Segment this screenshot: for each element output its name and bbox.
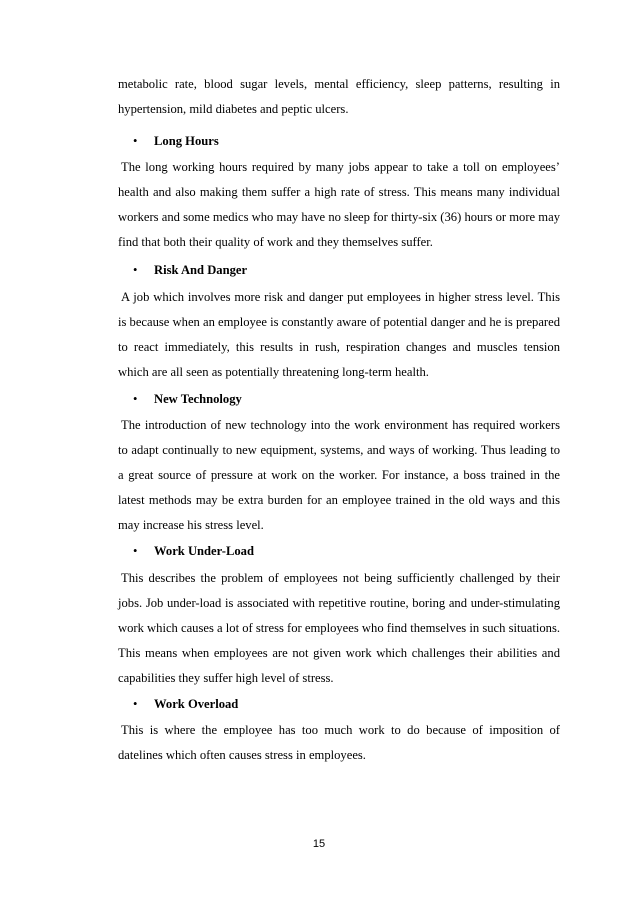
bullet-icon: • [133, 392, 138, 406]
heading-work-overload [133, 696, 238, 712]
heading-long-hours [133, 133, 219, 149]
bullet-icon: • [133, 544, 138, 558]
long-hours-paragraph: The long working hours required by many jobs appear to take a toll on employees’ health and also making them suffer a high rate of stress. This means many individual workers and some medics who may have no sleep for thirty-six (36) hours or more may find that both their quality of work and they themselves suffer. [118, 160, 560, 249]
risk-danger-paragraph: A job which involves more risk and danger put employees in higher stress level. This is because when an employee is constantly aware of potential danger and he is prepared to react immediately, this results in rush, respiration changes and muscles tension which are all seen as potentially threatening long-term health. [118, 290, 561, 379]
work-overload-paragraph: This is where the employee has too much work to do because of imposition of datelines which often causes stress in employees. [118, 723, 560, 762]
heading-work-under-load-label: Work Under-Load [154, 544, 254, 558]
heading-new-technology-label: New Technology [154, 392, 242, 406]
heading-long-hours-label: Long Hours [154, 134, 219, 148]
heading-work-overload-label: Work Overload [154, 697, 239, 711]
page-number: 15 [312, 838, 326, 850]
heading-work-under-load [133, 543, 254, 559]
bullet-icon: • [133, 697, 138, 711]
heading-new-technology [133, 391, 242, 407]
intro-paragraph: metabolic rate, blood sugar levels, mental efficiency, sleep patterns, resulting in hypertension, mild diabetes and peptic ulcers. [118, 77, 560, 116]
heading-risk-danger [133, 262, 247, 278]
bullet-icon: • [133, 263, 138, 277]
work-under-load-paragraph: This describes the problem of employees not being sufficiently challenged by their jobs. Job under-load is associated with repetitive routine, boring and under-stimulating work which causes a lot of stress for employees who find themselves in such situations. This means when employees are not given work which challenges their abilities and capabilities they suffer high level of stress. [118, 571, 560, 685]
heading-risk-danger-label: Risk And Danger [154, 263, 248, 277]
bullet-icon: • [133, 134, 138, 148]
new-technology-paragraph: The introduction of new technology into the work environment has required workers to adapt continually to new equipment, systems, and ways of working. Thus leading to a great source of pressure at work on the worker. For instance, a boss trained in the latest methods may be extra burden for an employee trained in the old ways and this may increase his stress level. [118, 418, 560, 532]
